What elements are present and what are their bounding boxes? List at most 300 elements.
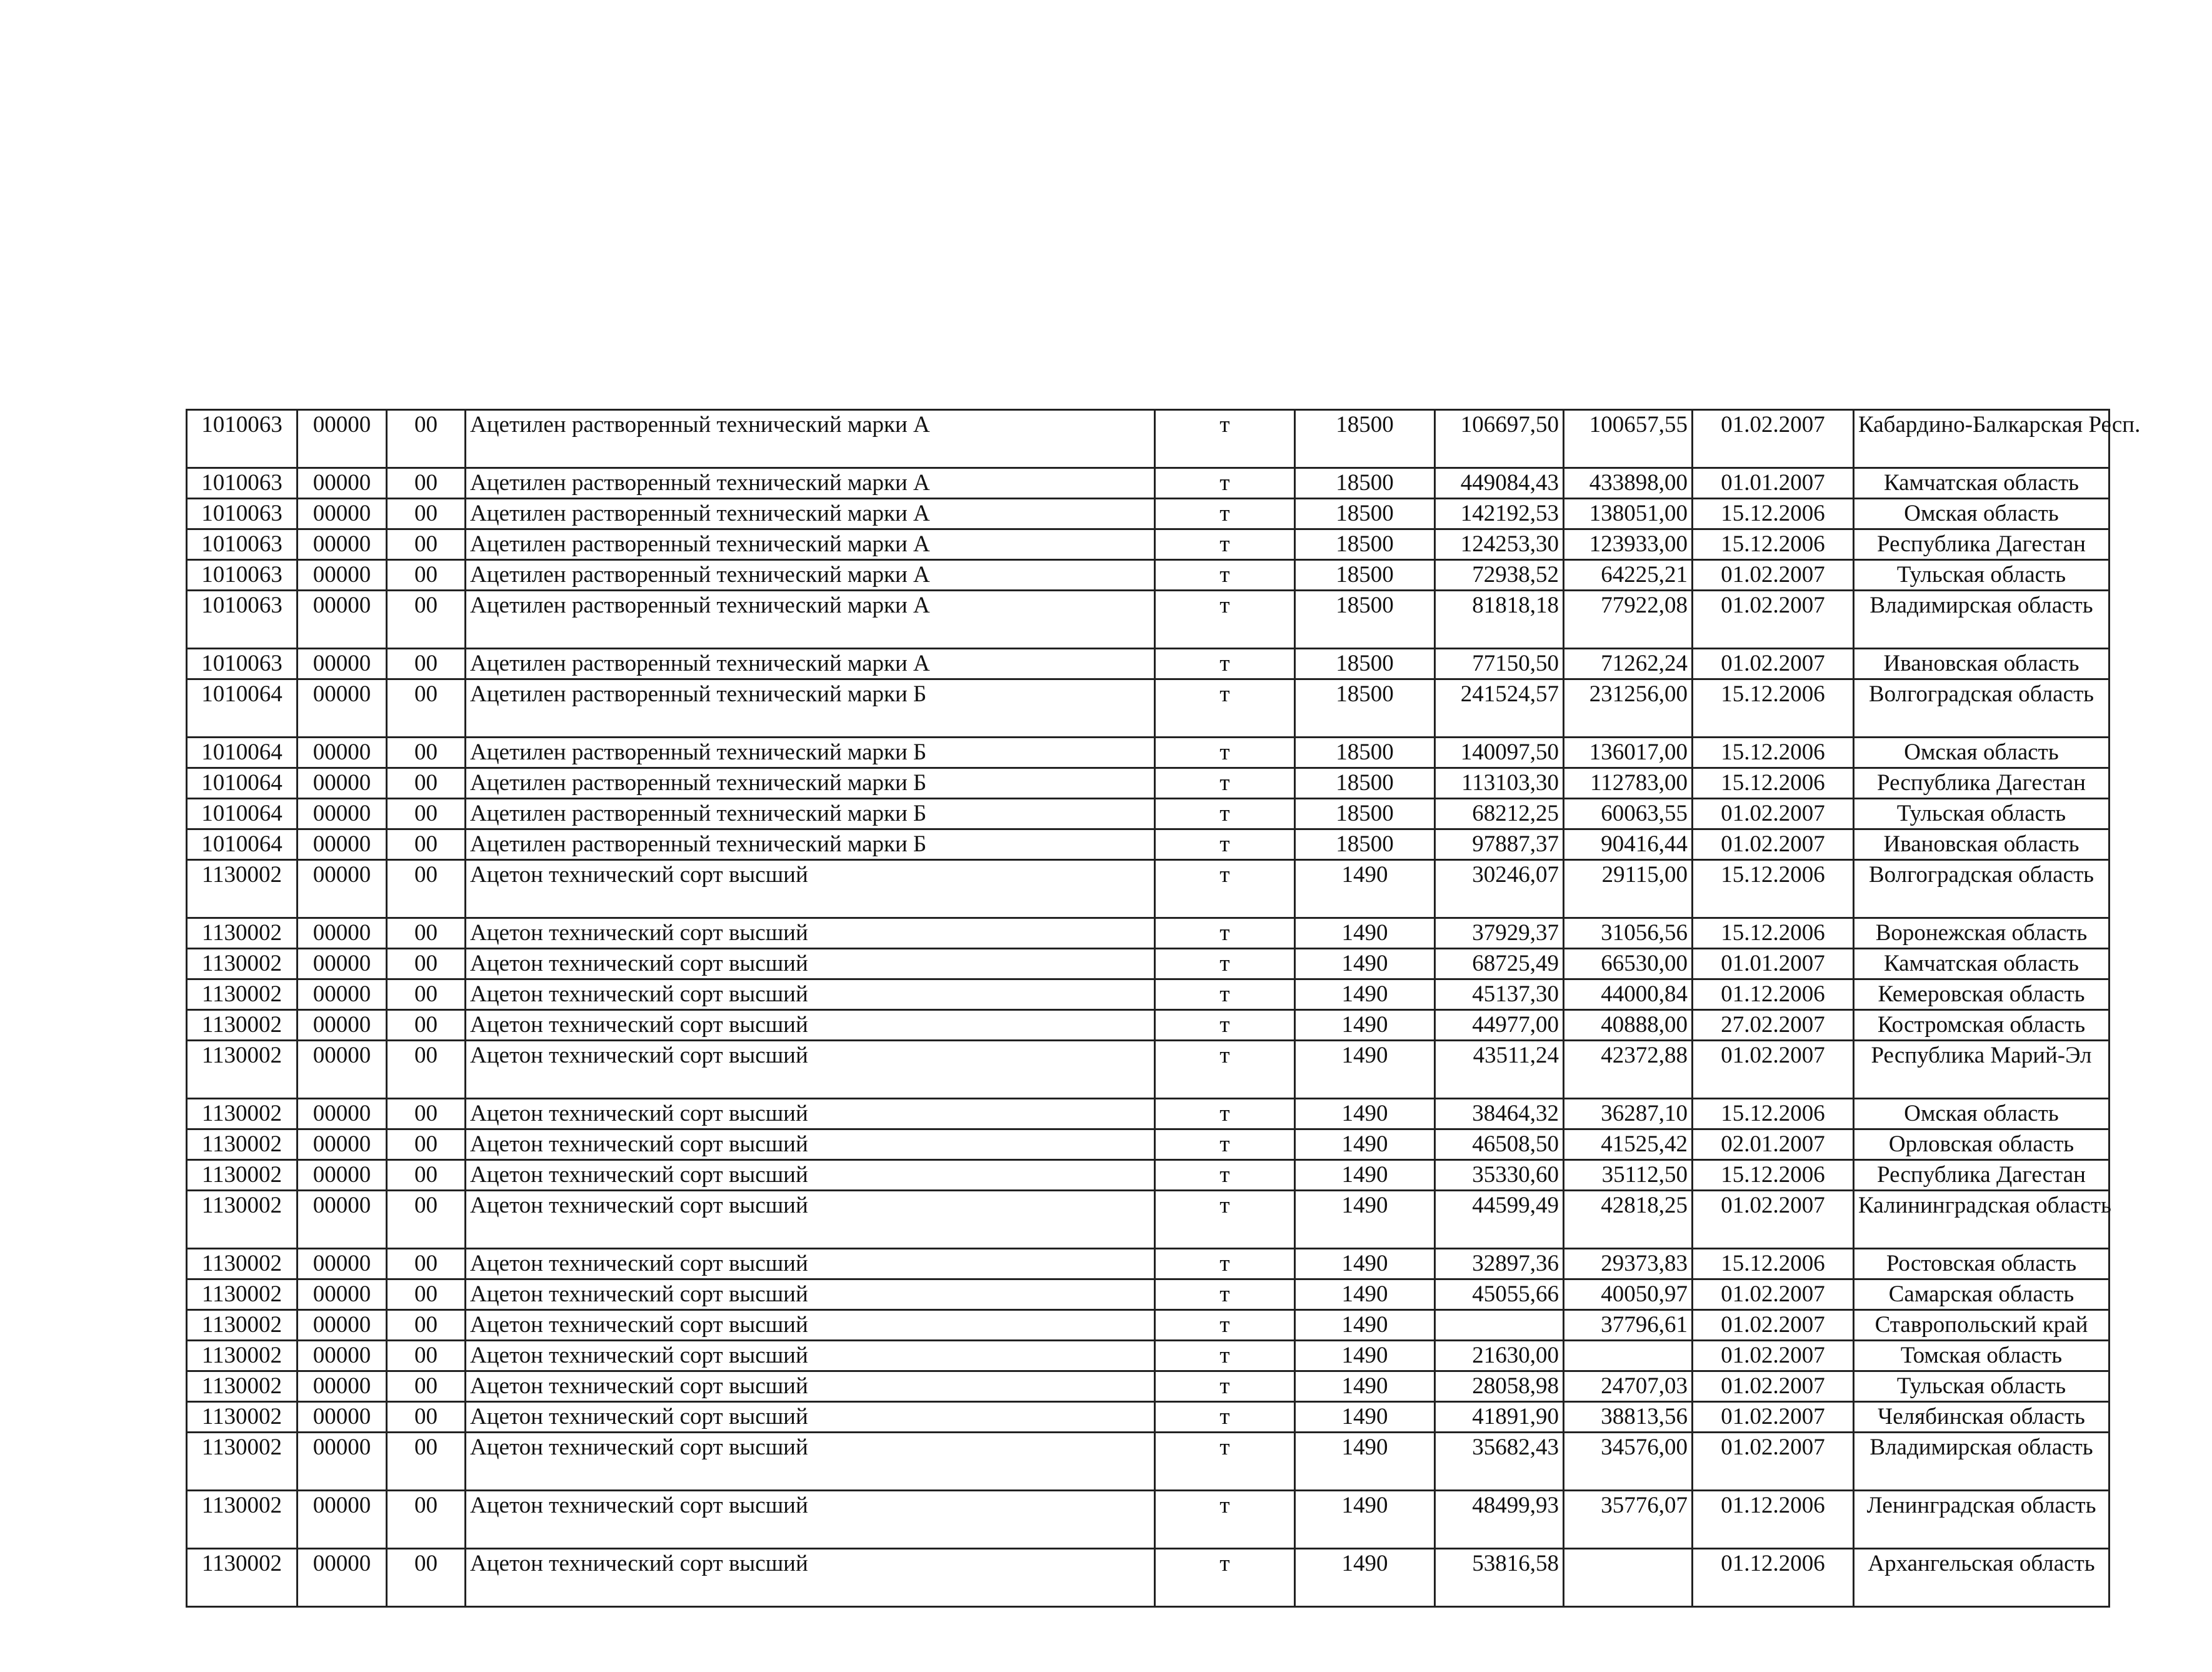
region-cell: Республика Дагестан — [1854, 1160, 2109, 1191]
quantity-cell: 18500 — [1295, 829, 1435, 860]
date-cell: 15.12.2006 — [1693, 918, 1854, 949]
unit-cell: т — [1155, 1279, 1295, 1310]
price-1-cell: 35330,60 — [1435, 1160, 1564, 1191]
unit-cell: т — [1155, 1099, 1295, 1129]
table-row — [187, 1341, 2109, 1371]
product-code-cell: 1010063 — [187, 529, 298, 560]
product-name-cell: Ацетон технический сорт высший — [466, 1310, 1155, 1341]
class-code-cell: 00 — [387, 1041, 466, 1099]
subcode-cell: 00000 — [298, 1099, 387, 1129]
unit-cell: т — [1155, 591, 1295, 649]
date-cell: 15.12.2006 — [1693, 738, 1854, 768]
class-code-cell: 00 — [387, 1129, 466, 1160]
class-code-cell: 00 — [387, 529, 466, 560]
table-row — [187, 468, 2109, 499]
subcode-cell: 00000 — [298, 1160, 387, 1191]
class-code-cell: 00 — [387, 1341, 466, 1371]
quantity-cell: 18500 — [1295, 591, 1435, 649]
region-cell: Волгоградская область — [1854, 679, 2109, 738]
class-code-cell: 00 — [387, 679, 466, 738]
subcode-cell: 00000 — [298, 1041, 387, 1099]
region-cell: Ивановская область — [1854, 829, 2109, 860]
quantity-cell: 1490 — [1295, 1310, 1435, 1341]
class-code-cell: 00 — [387, 649, 466, 679]
price-2-cell: 40888,00 — [1564, 1010, 1693, 1041]
subcode-cell: 00000 — [298, 1129, 387, 1160]
class-code-cell: 00 — [387, 1099, 466, 1129]
quantity-cell: 1490 — [1295, 1433, 1435, 1491]
region-cell: Республика Дагестан — [1854, 529, 2109, 560]
quantity-cell: 1490 — [1295, 1491, 1435, 1549]
region-cell: Камчатская область — [1854, 468, 2109, 499]
table-row — [187, 410, 2109, 468]
subcode-cell: 00000 — [298, 1279, 387, 1310]
region-cell: Ленинградская область — [1854, 1491, 2109, 1549]
quantity-cell: 18500 — [1295, 679, 1435, 738]
product-name-cell: Ацетон технический сорт высший — [466, 1549, 1155, 1607]
region-cell: Омская область — [1854, 499, 2109, 529]
region-cell: Томская область — [1854, 1341, 2109, 1371]
date-cell: 01.02.2007 — [1693, 1371, 1854, 1402]
date-cell: 15.12.2006 — [1693, 1160, 1854, 1191]
unit-cell: т — [1155, 1433, 1295, 1491]
unit-cell: т — [1155, 1549, 1295, 1607]
subcode-cell: 00000 — [298, 679, 387, 738]
price-1-cell: 45055,66 — [1435, 1279, 1564, 1310]
product-code-cell: 1010063 — [187, 649, 298, 679]
price-1-cell — [1435, 1310, 1564, 1341]
price-1-cell: 106697,50 — [1435, 410, 1564, 468]
class-code-cell: 00 — [387, 1249, 466, 1279]
date-cell: 01.02.2007 — [1693, 1279, 1854, 1310]
quantity-cell: 1490 — [1295, 1099, 1435, 1129]
price-2-cell: 123933,00 — [1564, 529, 1693, 560]
price-2-cell — [1564, 1341, 1693, 1371]
date-cell: 15.12.2006 — [1693, 860, 1854, 918]
unit-cell: т — [1155, 1402, 1295, 1433]
quantity-cell: 1490 — [1295, 918, 1435, 949]
region-cell: Архангельская область — [1854, 1549, 2109, 1607]
product-name-cell: Ацетилен растворенный технический марки Б — [466, 738, 1155, 768]
date-cell: 01.02.2007 — [1693, 649, 1854, 679]
unit-cell: т — [1155, 649, 1295, 679]
table-row — [187, 768, 2109, 799]
price-2-cell: 66530,00 — [1564, 949, 1693, 979]
date-cell: 01.02.2007 — [1693, 1191, 1854, 1249]
quantity-cell: 1490 — [1295, 1160, 1435, 1191]
product-name-cell: Ацетон технический сорт высший — [466, 979, 1155, 1010]
product-code-cell: 1010064 — [187, 768, 298, 799]
price-1-cell: 28058,98 — [1435, 1371, 1564, 1402]
product-code-cell: 1010064 — [187, 679, 298, 738]
class-code-cell: 00 — [387, 1371, 466, 1402]
product-name-cell: Ацетилен растворенный технический марки Б — [466, 799, 1155, 829]
unit-cell: т — [1155, 679, 1295, 738]
price-1-cell: 68212,25 — [1435, 799, 1564, 829]
table-body — [187, 410, 2141, 1607]
region-cell: Ставропольский край — [1854, 1310, 2109, 1341]
subcode-cell: 00000 — [298, 1191, 387, 1249]
price-1-cell: 72938,52 — [1435, 560, 1564, 591]
table-row — [187, 860, 2109, 918]
subcode-cell: 00000 — [298, 1341, 387, 1371]
quantity-cell: 1490 — [1295, 949, 1435, 979]
price-1-cell: 30246,07 — [1435, 860, 1564, 918]
subcode-cell: 00000 — [298, 410, 387, 468]
subcode-cell: 00000 — [298, 1010, 387, 1041]
subcode-cell: 00000 — [298, 1310, 387, 1341]
quantity-cell: 1490 — [1295, 1129, 1435, 1160]
price-1-cell: 81818,18 — [1435, 591, 1564, 649]
region-cell: Омская область — [1854, 738, 2109, 768]
quantity-cell: 18500 — [1295, 799, 1435, 829]
product-name-cell: Ацетон технический сорт высший — [466, 1491, 1155, 1549]
product-code-cell: 1130002 — [187, 1433, 298, 1491]
region-cell: Ростовская область — [1854, 1249, 2109, 1279]
quantity-cell: 1490 — [1295, 1402, 1435, 1433]
date-cell: 01.01.2007 — [1693, 468, 1854, 499]
product-code-cell: 1130002 — [187, 1310, 298, 1341]
price-2-cell: 433898,00 — [1564, 468, 1693, 499]
product-code-cell: 1130002 — [187, 1041, 298, 1099]
price-2-cell: 60063,55 — [1564, 799, 1693, 829]
quantity-cell: 1490 — [1295, 860, 1435, 918]
price-2-cell: 24707,03 — [1564, 1371, 1693, 1402]
region-cell: Костромская область — [1854, 1010, 2109, 1041]
subcode-cell: 00000 — [298, 949, 387, 979]
subcode-cell: 00000 — [298, 738, 387, 768]
region-cell: Кемеровская область — [1854, 979, 2109, 1010]
product-name-cell: Ацетилен растворенный технический марки А — [466, 649, 1155, 679]
region-cell: Тульская область — [1854, 799, 2109, 829]
date-cell: 01.02.2007 — [1693, 1341, 1854, 1371]
product-name-cell: Ацетилен растворенный технический марки А — [466, 410, 1155, 468]
quantity-cell: 18500 — [1295, 499, 1435, 529]
product-code-cell: 1130002 — [187, 1099, 298, 1129]
price-2-cell: 44000,84 — [1564, 979, 1693, 1010]
class-code-cell: 00 — [387, 1433, 466, 1491]
product-code-cell: 1010063 — [187, 468, 298, 499]
price-2-cell — [1564, 1549, 1693, 1607]
class-code-cell: 00 — [387, 1279, 466, 1310]
table-row — [187, 1310, 2109, 1341]
date-cell: 01.02.2007 — [1693, 799, 1854, 829]
price-1-cell: 41891,90 — [1435, 1402, 1564, 1433]
price-1-cell: 124253,30 — [1435, 529, 1564, 560]
quantity-cell: 18500 — [1295, 649, 1435, 679]
table-row — [187, 560, 2109, 591]
price-2-cell: 36287,10 — [1564, 1099, 1693, 1129]
quantity-cell: 1490 — [1295, 1010, 1435, 1041]
quantity-cell: 18500 — [1295, 768, 1435, 799]
product-name-cell: Ацетон технический сорт высший — [466, 949, 1155, 979]
quantity-cell: 1490 — [1295, 1041, 1435, 1099]
date-cell: 01.02.2007 — [1693, 1310, 1854, 1341]
table-row — [187, 1041, 2109, 1099]
region-cell: Тульская область — [1854, 1371, 2109, 1402]
date-cell: 15.12.2006 — [1693, 1249, 1854, 1279]
date-cell: 01.12.2006 — [1693, 1549, 1854, 1607]
subcode-cell: 00000 — [298, 860, 387, 918]
price-2-cell: 41525,42 — [1564, 1129, 1693, 1160]
date-cell: 01.02.2007 — [1693, 829, 1854, 860]
price-2-cell: 231256,00 — [1564, 679, 1693, 738]
region-cell: Республика Дагестан — [1854, 768, 2109, 799]
product-code-cell: 1130002 — [187, 949, 298, 979]
unit-cell: т — [1155, 499, 1295, 529]
subcode-cell: 00000 — [298, 979, 387, 1010]
product-name-cell: Ацетон технический сорт высший — [466, 918, 1155, 949]
price-2-cell: 35776,07 — [1564, 1491, 1693, 1549]
subcode-cell: 00000 — [298, 1433, 387, 1491]
class-code-cell: 00 — [387, 499, 466, 529]
price-2-cell: 29373,83 — [1564, 1249, 1693, 1279]
class-code-cell: 00 — [387, 1160, 466, 1191]
unit-cell: т — [1155, 529, 1295, 560]
unit-cell: т — [1155, 860, 1295, 918]
product-code-cell: 1130002 — [187, 1491, 298, 1549]
price-1-cell: 48499,93 — [1435, 1491, 1564, 1549]
date-cell: 15.12.2006 — [1693, 529, 1854, 560]
subcode-cell: 00000 — [298, 591, 387, 649]
class-code-cell: 00 — [387, 1402, 466, 1433]
region-cell: Кабардино-Балкарская Респ. — [1854, 410, 2109, 468]
date-cell: 01.02.2007 — [1693, 1402, 1854, 1433]
class-code-cell: 00 — [387, 1549, 466, 1607]
unit-cell: т — [1155, 1041, 1295, 1099]
price-1-cell: 68725,49 — [1435, 949, 1564, 979]
unit-cell: т — [1155, 799, 1295, 829]
price-2-cell: 42372,88 — [1564, 1041, 1693, 1099]
quantity-cell: 18500 — [1295, 410, 1435, 468]
price-1-cell: 32897,36 — [1435, 1249, 1564, 1279]
price-2-cell: 64225,21 — [1564, 560, 1693, 591]
quantity-cell: 18500 — [1295, 738, 1435, 768]
price-2-cell: 112783,00 — [1564, 768, 1693, 799]
quantity-cell: 1490 — [1295, 1279, 1435, 1310]
table-row — [187, 1491, 2109, 1549]
subcode-cell: 00000 — [298, 468, 387, 499]
region-cell: Самарская область — [1854, 1279, 2109, 1310]
product-name-cell: Ацетон технический сорт высший — [466, 1249, 1155, 1279]
quantity-cell: 18500 — [1295, 560, 1435, 591]
table-row — [187, 829, 2109, 860]
price-table — [186, 409, 2141, 1608]
table-row — [187, 1433, 2109, 1491]
price-2-cell: 40050,97 — [1564, 1279, 1693, 1310]
price-2-cell: 42818,25 — [1564, 1191, 1693, 1249]
date-cell: 01.02.2007 — [1693, 560, 1854, 591]
price-2-cell: 35112,50 — [1564, 1160, 1693, 1191]
unit-cell: т — [1155, 768, 1295, 799]
product-name-cell: Ацетилен растворенный технический марки А — [466, 529, 1155, 560]
price-1-cell: 142192,53 — [1435, 499, 1564, 529]
date-cell: 15.12.2006 — [1693, 679, 1854, 738]
subcode-cell: 00000 — [298, 829, 387, 860]
class-code-cell: 00 — [387, 979, 466, 1010]
product-code-cell: 1130002 — [187, 1160, 298, 1191]
class-code-cell: 00 — [387, 738, 466, 768]
date-cell: 01.12.2006 — [1693, 979, 1854, 1010]
class-code-cell: 00 — [387, 1310, 466, 1341]
unit-cell: т — [1155, 829, 1295, 860]
price-1-cell: 37929,37 — [1435, 918, 1564, 949]
product-name-cell: Ацетон технический сорт высший — [466, 1041, 1155, 1099]
price-2-cell: 71262,24 — [1564, 649, 1693, 679]
unit-cell: т — [1155, 1129, 1295, 1160]
price-2-cell: 100657,55 — [1564, 410, 1693, 468]
unit-cell: т — [1155, 1191, 1295, 1249]
price-1-cell: 45137,30 — [1435, 979, 1564, 1010]
price-2-cell: 90416,44 — [1564, 829, 1693, 860]
product-name-cell: Ацетилен растворенный технический марки Б — [466, 679, 1155, 738]
price-1-cell: 35682,43 — [1435, 1433, 1564, 1491]
class-code-cell: 00 — [387, 768, 466, 799]
class-code-cell: 00 — [387, 1491, 466, 1549]
product-name-cell: Ацетон технический сорт высший — [466, 860, 1155, 918]
price-1-cell: 43511,24 — [1435, 1041, 1564, 1099]
price-2-cell: 34576,00 — [1564, 1433, 1693, 1491]
table-row — [187, 949, 2109, 979]
subcode-cell: 00000 — [298, 1491, 387, 1549]
product-code-cell: 1130002 — [187, 979, 298, 1010]
product-code-cell: 1130002 — [187, 1341, 298, 1371]
product-name-cell: Ацетон технический сорт высший — [466, 1433, 1155, 1491]
price-1-cell: 241524,57 — [1435, 679, 1564, 738]
product-name-cell: Ацетилен растворенный технический марки А — [466, 591, 1155, 649]
quantity-cell: 1490 — [1295, 1191, 1435, 1249]
product-code-cell: 1010064 — [187, 829, 298, 860]
unit-cell: т — [1155, 738, 1295, 768]
subcode-cell: 00000 — [298, 1249, 387, 1279]
table-row — [187, 979, 2109, 1010]
class-code-cell: 00 — [387, 860, 466, 918]
region-cell: Орловская область — [1854, 1129, 2109, 1160]
date-cell: 02.01.2007 — [1693, 1129, 1854, 1160]
product-code-cell: 1130002 — [187, 1279, 298, 1310]
quantity-cell: 1490 — [1295, 1549, 1435, 1607]
unit-cell: т — [1155, 1010, 1295, 1041]
price-1-cell: 449084,43 — [1435, 468, 1564, 499]
date-cell: 15.12.2006 — [1693, 768, 1854, 799]
region-cell: Республика Марий-Эл — [1854, 1041, 2109, 1099]
price-1-cell: 44599,49 — [1435, 1191, 1564, 1249]
quantity-cell: 1490 — [1295, 1249, 1435, 1279]
price-2-cell: 29115,00 — [1564, 860, 1693, 918]
product-code-cell: 1010063 — [187, 560, 298, 591]
class-code-cell: 00 — [387, 468, 466, 499]
quantity-cell: 1490 — [1295, 1341, 1435, 1371]
product-name-cell: Ацетилен растворенный технический марки А — [466, 468, 1155, 499]
product-code-cell: 1130002 — [187, 1549, 298, 1607]
table-row — [187, 799, 2109, 829]
table-row — [187, 1279, 2109, 1310]
class-code-cell: 00 — [387, 410, 466, 468]
table-row — [187, 1249, 2109, 1279]
subcode-cell: 00000 — [298, 1371, 387, 1402]
price-2-cell: 136017,00 — [1564, 738, 1693, 768]
price-1-cell: 77150,50 — [1435, 649, 1564, 679]
product-name-cell: Ацетилен растворенный технический марки А — [466, 560, 1155, 591]
date-cell: 01.02.2007 — [1693, 591, 1854, 649]
unit-cell: т — [1155, 1341, 1295, 1371]
class-code-cell: 00 — [387, 918, 466, 949]
table-row — [187, 679, 2109, 738]
product-code-cell: 1130002 — [187, 1249, 298, 1279]
price-2-cell: 38813,56 — [1564, 1402, 1693, 1433]
region-cell: Камчатская область — [1854, 949, 2109, 979]
region-cell: Челябинская область — [1854, 1402, 2109, 1433]
product-name-cell: Ацетилен растворенный технический марки А — [466, 499, 1155, 529]
table-row — [187, 1010, 2109, 1041]
subcode-cell: 00000 — [298, 799, 387, 829]
product-code-cell: 1130002 — [187, 1191, 298, 1249]
date-cell: 27.02.2007 — [1693, 1010, 1854, 1041]
product-name-cell: Ацетон технический сорт высший — [466, 1099, 1155, 1129]
date-cell: 15.12.2006 — [1693, 499, 1854, 529]
table-row — [187, 1160, 2109, 1191]
product-code-cell: 1130002 — [187, 1371, 298, 1402]
price-1-cell: 113103,30 — [1435, 768, 1564, 799]
quantity-cell: 1490 — [1295, 1371, 1435, 1402]
subcode-cell: 00000 — [298, 1402, 387, 1433]
price-2-cell: 31056,56 — [1564, 918, 1693, 949]
region-cell: Владимирская область — [1854, 1433, 2109, 1491]
class-code-cell: 00 — [387, 1010, 466, 1041]
unit-cell: т — [1155, 1249, 1295, 1279]
quantity-cell: 18500 — [1295, 468, 1435, 499]
subcode-cell: 00000 — [298, 768, 387, 799]
product-name-cell: Ацетон технический сорт высший — [466, 1010, 1155, 1041]
region-cell: Тульская область — [1854, 560, 2109, 591]
product-code-cell: 1010064 — [187, 738, 298, 768]
class-code-cell: 00 — [387, 560, 466, 591]
date-cell: 01.02.2007 — [1693, 1041, 1854, 1099]
table-row — [187, 591, 2109, 649]
class-code-cell: 00 — [387, 591, 466, 649]
date-cell: 01.02.2007 — [1693, 410, 1854, 468]
subcode-cell: 00000 — [298, 560, 387, 591]
unit-cell: т — [1155, 1371, 1295, 1402]
table-row — [187, 1129, 2109, 1160]
unit-cell: т — [1155, 949, 1295, 979]
subcode-cell: 00000 — [298, 1549, 387, 1607]
table-row — [187, 1099, 2109, 1129]
class-code-cell: 00 — [387, 799, 466, 829]
date-cell: 01.01.2007 — [1693, 949, 1854, 979]
price-1-cell: 46508,50 — [1435, 1129, 1564, 1160]
quantity-cell: 18500 — [1295, 529, 1435, 560]
table-row — [187, 1191, 2109, 1249]
product-name-cell: Ацетон технический сорт высший — [466, 1279, 1155, 1310]
table-row — [187, 499, 2109, 529]
price-1-cell: 44977,00 — [1435, 1010, 1564, 1041]
quantity-cell: 1490 — [1295, 979, 1435, 1010]
table-row — [187, 1402, 2109, 1433]
subcode-cell: 00000 — [298, 499, 387, 529]
date-cell: 01.12.2006 — [1693, 1491, 1854, 1549]
class-code-cell: 00 — [387, 829, 466, 860]
price-2-cell: 37796,61 — [1564, 1310, 1693, 1341]
price-1-cell: 38464,32 — [1435, 1099, 1564, 1129]
table-row — [187, 529, 2109, 560]
product-name-cell: Ацетилен растворенный технический марки Б — [466, 829, 1155, 860]
product-code-cell: 1130002 — [187, 1129, 298, 1160]
region-cell: Воронежская область — [1854, 918, 2109, 949]
unit-cell: т — [1155, 979, 1295, 1010]
table-row — [187, 738, 2109, 768]
product-name-cell: Ацетон технический сорт высший — [466, 1129, 1155, 1160]
